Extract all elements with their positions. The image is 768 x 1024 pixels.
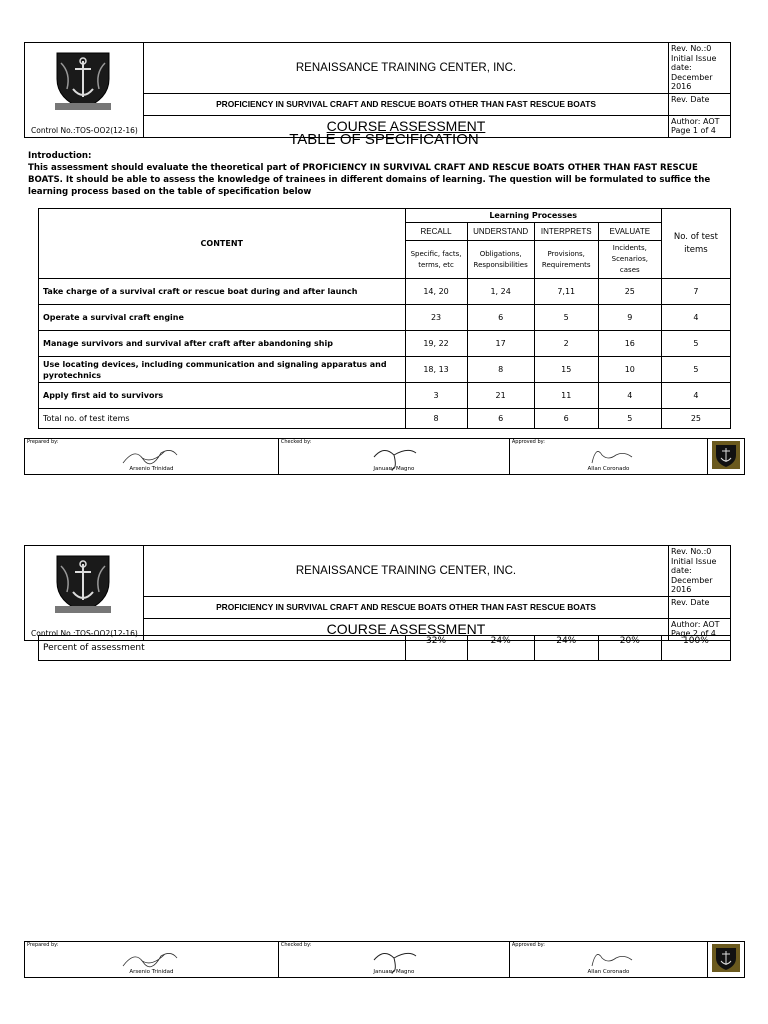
- company-name: RENAISSANCE TRAINING CENTER, INC.: [144, 546, 669, 597]
- approved-by-cell: [509, 439, 707, 475]
- totals-understand: 6: [467, 409, 534, 429]
- prepared-by-label: Prepared by:: [27, 942, 59, 948]
- table-row: [39, 305, 731, 331]
- interprets-description: Provisions, Requirements: [534, 241, 598, 279]
- school-crest-icon: [49, 49, 117, 113]
- revision-date: Rev. Date: [669, 93, 731, 115]
- initial-issue-date: December 2016: [671, 72, 713, 91]
- row-evaluate: 4: [598, 383, 661, 409]
- row-total: 7: [661, 279, 730, 305]
- percent-interprets: 24%: [534, 636, 598, 661]
- row-recall: 23: [405, 305, 467, 331]
- initial-issue-label: Initial Issue date:: [671, 556, 717, 575]
- approved-by-label: Approved by:: [511, 942, 545, 948]
- approved-by-cell: [509, 942, 707, 978]
- checked-by-label: Checked by:: [280, 439, 312, 445]
- prepared-by-name: Arsenio Trinidad: [129, 969, 174, 975]
- totals-interprets: 6: [534, 409, 598, 429]
- test-items-header: No. of test items: [661, 209, 730, 279]
- totals-total: 25: [661, 409, 730, 429]
- percent-recall: 32%: [405, 636, 467, 661]
- percent-understand: 24%: [467, 636, 534, 661]
- row-recall: 3: [405, 383, 467, 409]
- percent-total: 100%: [661, 636, 730, 661]
- prepared-by-cell: [25, 439, 279, 475]
- totals-recall: 8: [405, 409, 467, 429]
- row-content: Take charge of a survival craft or rescue boat during and after launch: [39, 279, 406, 305]
- recall-description: Specific, facts, terms, etc: [405, 241, 467, 279]
- table-row: [39, 279, 731, 305]
- control-number: Control No.:TOS-OO2(12-16): [31, 628, 138, 638]
- approved-by-name: Allan Coronado: [587, 466, 630, 472]
- row-total: 4: [661, 383, 730, 409]
- prepared-by-cell: [25, 942, 279, 978]
- table-row: [39, 331, 731, 357]
- page-number: Page 1 of 4: [671, 126, 716, 135]
- row-interprets: 11: [534, 383, 598, 409]
- row-recall: 19, 22: [405, 331, 467, 357]
- approved-by-name: Allan Coronado: [587, 969, 630, 975]
- row-interprets: 7,11: [534, 279, 598, 305]
- row-interprets: 15: [534, 357, 598, 383]
- totals-evaluate: 5: [598, 409, 661, 429]
- intro-text: This assessment should evaluate the theoretical part of PROFICIENCY IN SURVIVAL CRAFT AND RESCUE BOATS OTHER THAN FAST RESCUE BOATS. It should be able to assess the knowledge of trainees in different domains of learning. The question will be formulated to suffice the learning process based on the table of specification below: [28, 163, 711, 197]
- row-evaluate: 10: [598, 357, 661, 383]
- school-crest-icon: [49, 552, 117, 616]
- introduction: [28, 150, 728, 198]
- signature-icon: [578, 443, 638, 467]
- logo-cell: [25, 43, 144, 138]
- table-row: [39, 383, 731, 409]
- row-evaluate: 16: [598, 331, 661, 357]
- evaluate-header: EVALUATE: [598, 223, 661, 241]
- row-understand: 1, 24: [467, 279, 534, 305]
- intro-label: Introduction:: [28, 151, 92, 161]
- row-total: 4: [661, 305, 730, 331]
- revision-number: Rev. No.:0 Initial Issue date: December 2016: [669, 546, 731, 597]
- checked-by-name: January Magno: [373, 969, 415, 975]
- totals-label: Total no. of test items: [39, 409, 406, 429]
- course-title: PROFICIENCY IN SURVIVAL CRAFT AND RESCUE BOATS OTHER THAN FAST RESCUE BOATS: [144, 93, 669, 115]
- school-crest-icon: [712, 441, 740, 469]
- row-evaluate: 9: [598, 305, 661, 331]
- evaluate-description: Incidents, Scenarios, cases: [598, 241, 661, 279]
- revision-date: Rev. Date: [669, 596, 731, 618]
- control-number: Control No.:TOS-OO2(12-16): [31, 125, 138, 135]
- row-evaluate: 25: [598, 279, 661, 305]
- footer-logo-cell: [708, 942, 745, 978]
- recall-header: RECALL: [405, 223, 467, 241]
- checked-by-name: January Magno: [373, 466, 415, 472]
- author-page: Author: AOT Page 1 of 4: [669, 115, 731, 137]
- row-total: 5: [661, 357, 730, 383]
- approved-by-label: Approved by:: [511, 439, 545, 445]
- course-title: PROFICIENCY IN SURVIVAL CRAFT AND RESCUE BOATS OTHER THAN FAST RESCUE BOATS: [144, 596, 669, 618]
- percent-table: [38, 635, 731, 661]
- row-total: 5: [661, 331, 730, 357]
- initial-issue-date: December 2016: [671, 575, 713, 594]
- row-understand: 8: [467, 357, 534, 383]
- school-crest-icon: [712, 944, 740, 972]
- initial-issue-label: Initial Issue date:: [671, 53, 717, 72]
- totals-row: [39, 409, 731, 429]
- page1-signature-footer: [24, 438, 745, 475]
- row-recall: 14, 20: [405, 279, 467, 305]
- signature-icon: [121, 443, 181, 467]
- signature-icon: [121, 946, 181, 970]
- assessment-title: COURSE ASSESSMENT: [144, 115, 669, 137]
- row-content: Use locating devices, including communication and signaling apparatus and pyrotechnics: [39, 357, 406, 383]
- row-interprets: 5: [534, 305, 598, 331]
- signature-icon: [578, 946, 638, 970]
- percent-evaluate: 20%: [598, 636, 661, 661]
- prepared-by-name: Arsenio Trinidad: [129, 466, 174, 472]
- page2-header: [24, 545, 731, 641]
- logo-cell: [25, 546, 144, 641]
- percent-row: [39, 636, 731, 661]
- understand-header: UNDERSTAND: [467, 223, 534, 241]
- table-row: [39, 357, 731, 383]
- percent-label: Percent of assessment: [39, 636, 406, 661]
- row-understand: 6: [467, 305, 534, 331]
- row-interprets: 2: [534, 331, 598, 357]
- checked-by-cell: [278, 942, 509, 978]
- checked-by-label: Checked by:: [280, 942, 312, 948]
- understand-description: Obligations, Responsibilities: [467, 241, 534, 279]
- company-name: RENAISSANCE TRAINING CENTER, INC.: [144, 43, 669, 94]
- specification-table: [38, 208, 731, 429]
- learning-processes-header: Learning Processes: [405, 209, 661, 223]
- row-recall: 18, 13: [405, 357, 467, 383]
- row-content: Operate a survival craft engine: [39, 305, 406, 331]
- prepared-by-label: Prepared by:: [27, 439, 59, 445]
- page1-header: [24, 42, 731, 138]
- footer-logo-cell: [708, 439, 745, 475]
- checked-by-cell: [278, 439, 509, 475]
- row-understand: 17: [467, 331, 534, 357]
- author-page: Author: AOT Page 2 of 4: [669, 618, 731, 640]
- interprets-header: INTERPRETS: [534, 223, 598, 241]
- page-number: Page 2 of 4: [671, 629, 716, 638]
- content-header: CONTENT: [39, 209, 406, 279]
- row-content: Manage survivors and survival after craft after abandoning ship: [39, 331, 406, 357]
- row-content: Apply first aid to survivors: [39, 383, 406, 409]
- row-understand: 21: [467, 383, 534, 409]
- assessment-title: COURSE ASSESSMENT: [144, 618, 669, 640]
- document-title: TABLE OF SPECIFICATION: [289, 131, 479, 148]
- revision-number: Rev. No.:0 Initial Issue date: December 2016: [669, 43, 731, 94]
- page2-signature-footer: [24, 941, 745, 978]
